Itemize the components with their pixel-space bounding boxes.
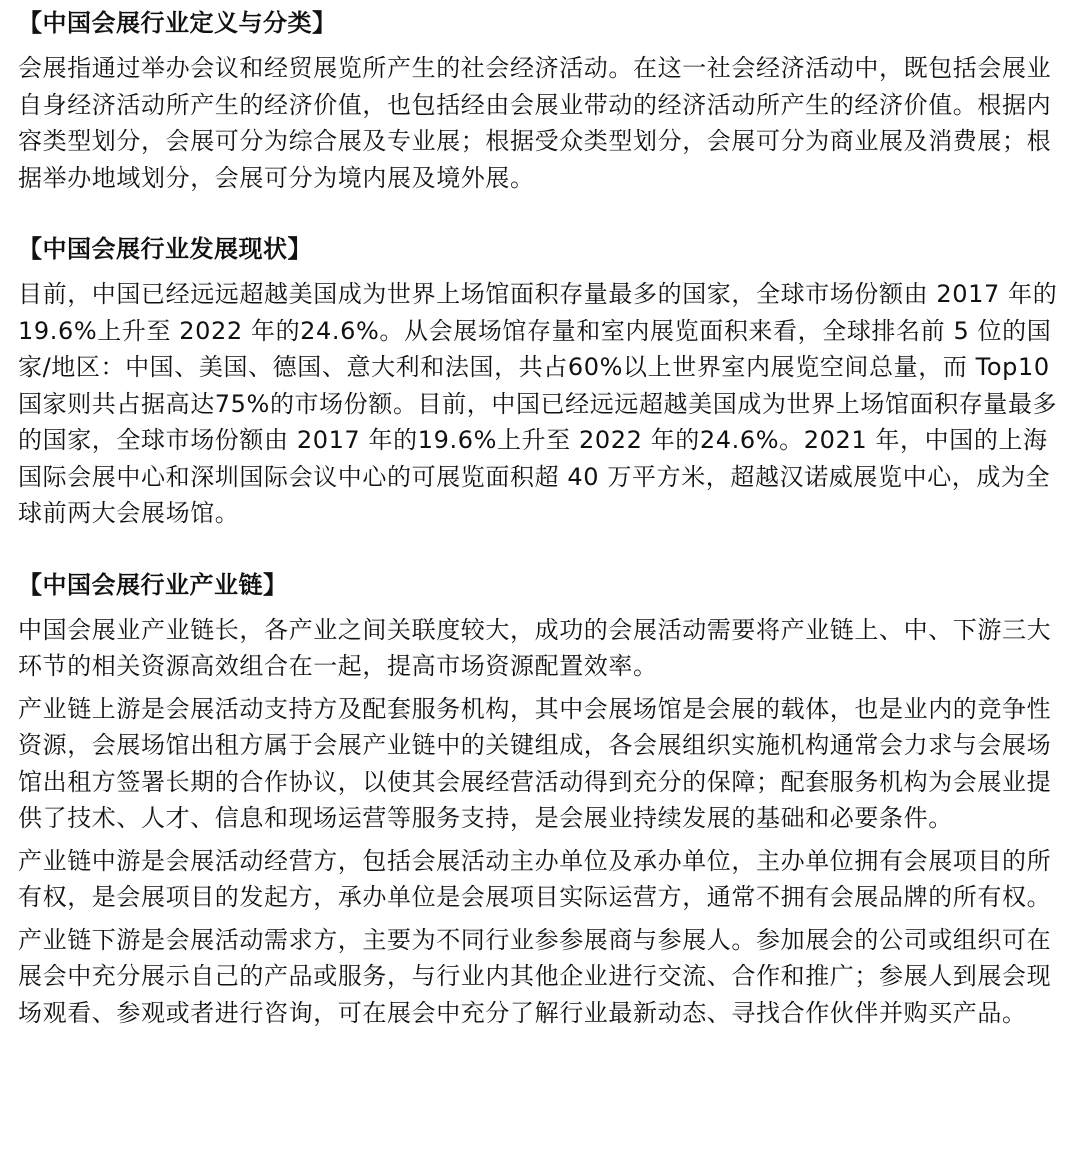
section-paragraph-downstream: 产业链下游是会展活动需求方，主要为不同行业参参展商与参展人。参加展会的公司或组织可在展会中充分展示自己的产品或服务，与行业内其他企业进行交流、合作和推广；参展人到展会现场观看、参观或者进行咨询，可在展会中充分了解行业最新动态、寻找合作伙伴并购买产品。 [18,925,1052,1027]
section-heading: 【中国会展行业产业链】 [18,570,288,599]
section-paragraph: 中国会展业产业链长，各产业之间关联度较大，成功的会展活动需要将产业链上、中、下游三大环节的相关资源高效组合在一起，提高市场资源配置效率。 [18,615,1052,680]
section-paragraph-upstream: 产业链上游是会展活动支持方及配套服务机构，其中会展场馆是会展的载体，也是业内的竞争性资源，会展场馆出租方属于会展产业链中的关键组成，各会展组织实施机构通常会力求与会展场馆出租方签署长期的合作协议，以使其会展经营活动得到充分的保障；配套服务机构为会展业提供了技术、人才、信息和现场运营等服务支持，是会展业持续发展的基础和必要条件。 [18,694,1052,832]
section-status [18,230,1066,532]
section-paragraph: 目前，中国已经远远超越美国成为世界上场馆面积存量最多的国家，全球市场份额由 2017 年的19.6%上升至 2022 年的24.6%。从会展场馆存量和室内展览面积来看，全球排名前 5 位的国家/地区：中国、美国、德国、意大利和法国，共占60%以上世界室内展览空间总量，而 Top10 国家则共占据高达75%的市场份额。目前，中国已经远远超越美国成为世界上场馆面积存量最多的国家，全球市场份额由 2017 年的19.6%上升至 2022 年的24.6%。2021 年，中国的上海国际会展中心和深圳国际会议中心的可展览面积超 40 万平方米，超越汉诺威展览中心，成为全球前两大会展场馆。 [18,280,1058,527]
section-paragraph: 会展指通过举办会议和经贸展览所产生的社会经济活动。在这一社会经济活动中，既包括会展业自身经济活动所产生的经济价值，也包括经由会展业带动的经济活动所产生的经济价值。根据内容类型划分，会展可分为综合展及专业展；根据受众类型划分，会展可分为商业展及消费展；根据举办地域划分，会展可分为境内展及境外展。 [18,54,1052,192]
section-heading: 【中国会展行业发展现状】 [18,235,312,263]
section-industry-chain [18,566,1066,1032]
section-heading: 【中国会展行业定义与分类】 [18,9,337,37]
section-definition [18,4,1066,196]
section-paragraph-midstream: 产业链中游是会展活动经营方，包括会展活动主办单位及承办单位，主办单位拥有会展项目的所有权，是会展项目的发起方，承办单位是会展项目实际运营方，通常不拥有会展品牌的所有权。 [18,846,1052,911]
